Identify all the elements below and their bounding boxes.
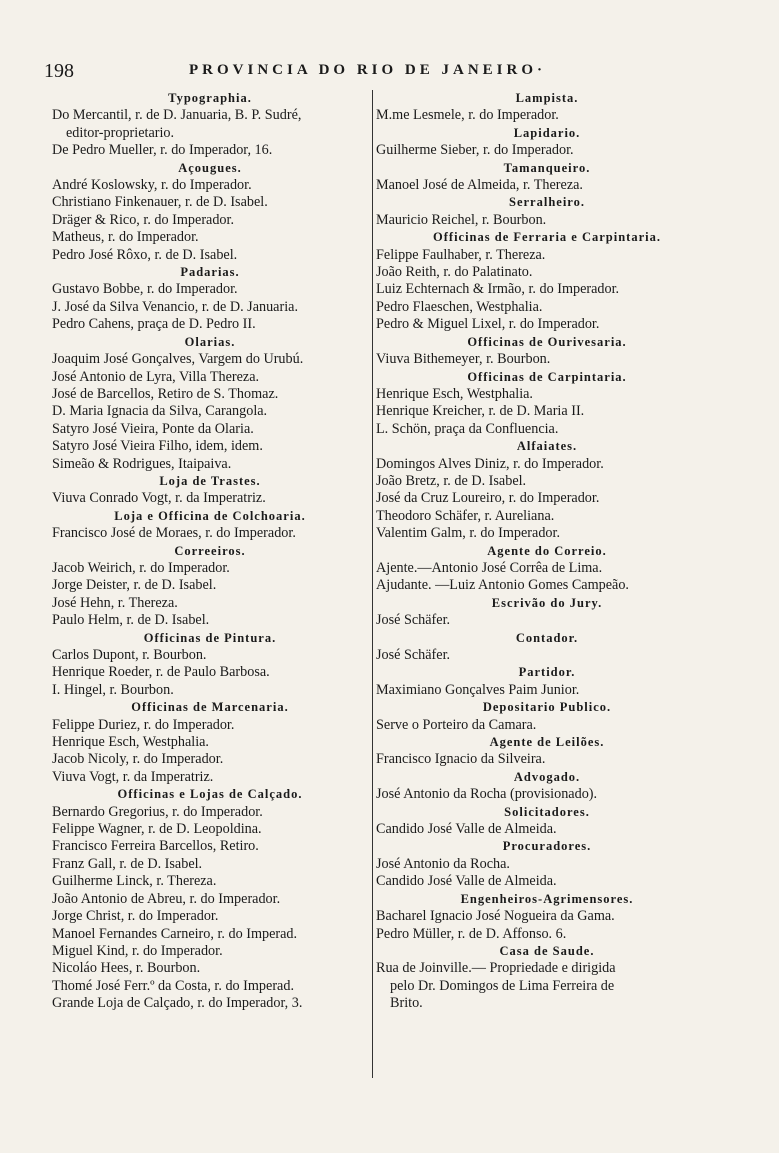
directory-entry: Ajudante. —Luiz Antonio Gomes Campeão. bbox=[376, 577, 629, 594]
section-heading: Loja e Officina de Colchoaria. bbox=[114, 508, 306, 523]
section-heading: Engenheiros-Agrimensores. bbox=[460, 891, 634, 906]
section-heading: Officinas e Lojas de Calçado. bbox=[117, 787, 303, 802]
directory-entry: L. Schön, praça da Confluencia. bbox=[376, 420, 559, 437]
page-title: PROVINCIA DO RIO DE JANEIRO· bbox=[189, 62, 547, 78]
directory-entry: Mauricio Reichel, r. Bourbon. bbox=[376, 211, 547, 228]
directory-entry: Maximiano Gonçalves Paim Junior. bbox=[376, 681, 580, 698]
directory-entry: Christiano Finkenauer, r. de D. Isabel. bbox=[52, 194, 268, 211]
directory-entry: Francisco Ignacio da Silveira. bbox=[376, 751, 546, 768]
section-heading: Padarias. bbox=[180, 265, 240, 280]
section-heading: Serralheiro. bbox=[509, 195, 585, 210]
section-heading: Açougues. bbox=[178, 160, 242, 175]
directory-entry: Felippe Wagner, r. de D. Leopoldina. bbox=[52, 821, 262, 838]
directory-entry: Simeão & Rodrigues, Itaipaiva. bbox=[52, 455, 232, 472]
directory-entry: Pedro Cahens, praça de D. Pedro II. bbox=[52, 316, 256, 333]
directory-entry: Pedro Müller, r. de D. Affonso. 6. bbox=[376, 925, 567, 942]
directory-entry: José da Cruz Loureiro, r. do Imperador. bbox=[376, 490, 600, 507]
directory-entry: Manoel Fernandes Carneiro, r. do Imperad. bbox=[52, 925, 298, 942]
directory-entry: Jacob Weirich, r. do Imperador. bbox=[52, 559, 230, 576]
directory-entry: Francisco Ferreira Barcellos, Retiro. bbox=[52, 838, 259, 855]
directory-entry: Pedro Flaeschen, Westphalia. bbox=[376, 298, 543, 315]
directory-entry: Jacob Nicoly, r. do Imperador. bbox=[52, 751, 224, 768]
directory-entry: José Hehn, r. Thereza. bbox=[52, 594, 178, 611]
directory-entry: Felippe Faulhaber, r. Thereza. bbox=[376, 246, 546, 263]
directory-entry: Henrique Kreicher, r. de D. Maria II. bbox=[376, 403, 585, 420]
section-heading: Officinas de Carpintaria. bbox=[467, 369, 627, 384]
directory-entry: Carlos Dupont, r. Bourbon. bbox=[52, 647, 207, 663]
directory-entry: Bernardo Gregorius, r. do Imperador. bbox=[52, 803, 263, 820]
directory-entry: Pedro José Rôxo, r. de D. Isabel. bbox=[52, 246, 238, 263]
directory-entry: Guilherme Sieber, r. do Imperador. bbox=[376, 142, 574, 159]
directory-entry: Manoel José de Almeida, r. Thereza. bbox=[376, 177, 583, 194]
directory-entry: Valentim Galm, r. do Imperador. bbox=[376, 525, 560, 542]
directory-entry: Guilherme Linck, r. Thereza. bbox=[52, 873, 217, 890]
directory-entry: Serve o Porteiro da Camara. bbox=[376, 716, 537, 733]
section-heading: Agente do Correio. bbox=[487, 543, 607, 558]
section-heading: Lampista. bbox=[515, 91, 579, 105]
directory-entry: Henrique Esch, Westphalia. bbox=[52, 734, 209, 751]
section-heading: Depositario Publico. bbox=[482, 700, 612, 715]
section-heading: Correeiros. bbox=[174, 543, 246, 558]
section-heading: Officinas de Marcenaria. bbox=[131, 700, 289, 715]
directory-entry: Miguel Kind, r. do Imperador. bbox=[52, 942, 223, 959]
directory-entry: José Antonio da Rocha. bbox=[376, 855, 510, 872]
right-column bbox=[376, 90, 718, 1013]
page-header bbox=[44, 58, 744, 88]
directory-entry: Luiz Echternach & Irmão, r. do Imperador. bbox=[376, 281, 620, 298]
section-heading: Officinas de Ourivesaria. bbox=[467, 334, 627, 349]
section-heading: Partidor. bbox=[518, 665, 576, 680]
directory-entry: Joaquim José Gonçalves, Vargem do Urubú. bbox=[52, 351, 304, 368]
directory-entry: Viuva Bithemeyer, r. Bourbon. bbox=[376, 351, 551, 368]
page-number: 198 bbox=[44, 60, 74, 82]
directory-entry: Nicoláo Hees, r. Bourbon. bbox=[52, 960, 201, 977]
directory-entry: José Schäfer. bbox=[376, 612, 451, 629]
directory-entry: Domingos Alves Diniz, r. do Imperador. bbox=[376, 455, 604, 472]
directory-entry: Jorge Christ, r. do Imperador. bbox=[52, 908, 219, 925]
directory-entry: Dräger & Rico, r. do Imperador. bbox=[52, 211, 235, 228]
directory-entry: De Pedro Mueller, r. do Imperador, 16. bbox=[52, 142, 273, 159]
directory-entry: Grande Loja de Calçado, r. do Imperador, 3. bbox=[52, 995, 303, 1012]
directory-entry: Candido José Valle de Almeida. bbox=[376, 821, 557, 838]
section-heading: Solicitadores. bbox=[504, 804, 590, 819]
directory-entry: editor-proprietario. bbox=[66, 124, 175, 141]
section-heading: Contador. bbox=[515, 630, 579, 645]
directory-entry: Thomé José Ferr.º da Costa, r. do Imperad. bbox=[52, 977, 294, 994]
directory-entry: D. Maria Ignacia da Silva, Carangola. bbox=[52, 403, 268, 420]
directory-entry: Ajente.—Antonio José Corrêa de Lima. bbox=[376, 559, 603, 576]
directory-entry: I. Hingel, r. Bourbon. bbox=[52, 681, 174, 698]
directory-entry: Jorge Deister, r. de D. Isabel. bbox=[52, 577, 217, 594]
section-heading: Lapidario. bbox=[513, 125, 581, 140]
left-column bbox=[52, 90, 368, 1013]
section-heading: Loja de Trastes. bbox=[159, 473, 261, 488]
directory-entry: José Antonio de Lyra, Villa Thereza. bbox=[52, 368, 260, 385]
directory-entry: Satyro José Vieira, Ponte da Olaria. bbox=[52, 420, 254, 437]
directory-entry: João Antonio de Abreu, r. do Imperador. bbox=[52, 890, 281, 907]
directory-entry: Franz Gall, r. de D. Isabel. bbox=[52, 855, 203, 872]
directory-entry: Viuva Conrado Vogt, r. da Imperatriz. bbox=[52, 490, 266, 507]
directory-entry: José de Barcellos, Retiro de S. Thomaz. bbox=[52, 385, 279, 402]
directory-entry: Theodoro Schäfer, r. Aureliana. bbox=[376, 507, 555, 524]
directory-entry: José Schäfer. bbox=[376, 647, 451, 663]
directory-entry: João Reith, r. do Palatinato. bbox=[376, 264, 533, 281]
directory-entry: J. José da Silva Venancio, r. de D. Januaria. bbox=[52, 298, 298, 315]
directory-entry: Henrique Esch, Westphalia. bbox=[376, 385, 533, 402]
directory-entry: Paulo Helm, r. de D. Isabel. bbox=[52, 612, 210, 629]
section-heading: Escrivão do Jury. bbox=[491, 595, 603, 610]
directory-entry: Do Mercantil, r. de D. Januaria, B. P. Sudré, bbox=[52, 107, 302, 124]
directory-entry: Henrique Roeder, r. de Paulo Barbosa. bbox=[52, 664, 270, 681]
directory-entry: João Bretz, r. de D. Isabel. bbox=[376, 472, 527, 489]
directory-entry: José Antonio da Rocha (provisionado). bbox=[376, 786, 598, 803]
column-divider bbox=[372, 90, 373, 1078]
section-heading: Agente de Leilões. bbox=[489, 735, 605, 750]
directory-entry: André Koslowsky, r. do Imperador. bbox=[52, 177, 252, 194]
directory-entry: M.me Lesmele, r. do Imperador. bbox=[376, 107, 559, 124]
directory-entry: Felippe Duriez, r. do Imperador. bbox=[52, 716, 235, 733]
directory-entry: Pedro & Miguel Lixel, r. do Imperador. bbox=[376, 316, 600, 333]
directory-entry: Brito. bbox=[390, 995, 423, 1012]
section-heading: Officinas de Pintura. bbox=[143, 630, 277, 645]
directory-entry: Viuva Vogt, r. da Imperatriz. bbox=[52, 768, 214, 785]
directory-entry: Francisco José de Moraes, r. do Imperador. bbox=[52, 525, 296, 542]
section-heading: Procuradores. bbox=[502, 839, 592, 854]
directory-entry: Satyro José Vieira Filho, idem, idem. bbox=[52, 438, 263, 455]
section-heading: Casa de Saude. bbox=[499, 943, 595, 958]
section-heading: Officinas de Ferraria e Carpintaria. bbox=[433, 230, 661, 245]
directory-entry: Bacharel Ignacio José Nogueira da Gama. bbox=[376, 908, 615, 925]
directory-entry: pelo Dr. Domingos de Lima Ferreira de bbox=[390, 977, 615, 994]
section-heading: Olarias. bbox=[184, 334, 236, 349]
directory-entry: Gustavo Bobbe, r. do Imperador. bbox=[52, 281, 238, 298]
section-heading: Tamanqueiro. bbox=[503, 160, 591, 175]
section-heading: Alfaiates. bbox=[516, 439, 578, 454]
section-heading: Typographia. bbox=[168, 91, 252, 105]
directory-entry: Candido José Valle de Almeida. bbox=[376, 873, 557, 890]
section-heading: Advogado. bbox=[513, 769, 581, 784]
directory-entry: Rua de Joinville.— Propriedade e dirigida bbox=[376, 960, 616, 977]
directory-entry: Matheus, r. do Imperador. bbox=[52, 229, 199, 246]
